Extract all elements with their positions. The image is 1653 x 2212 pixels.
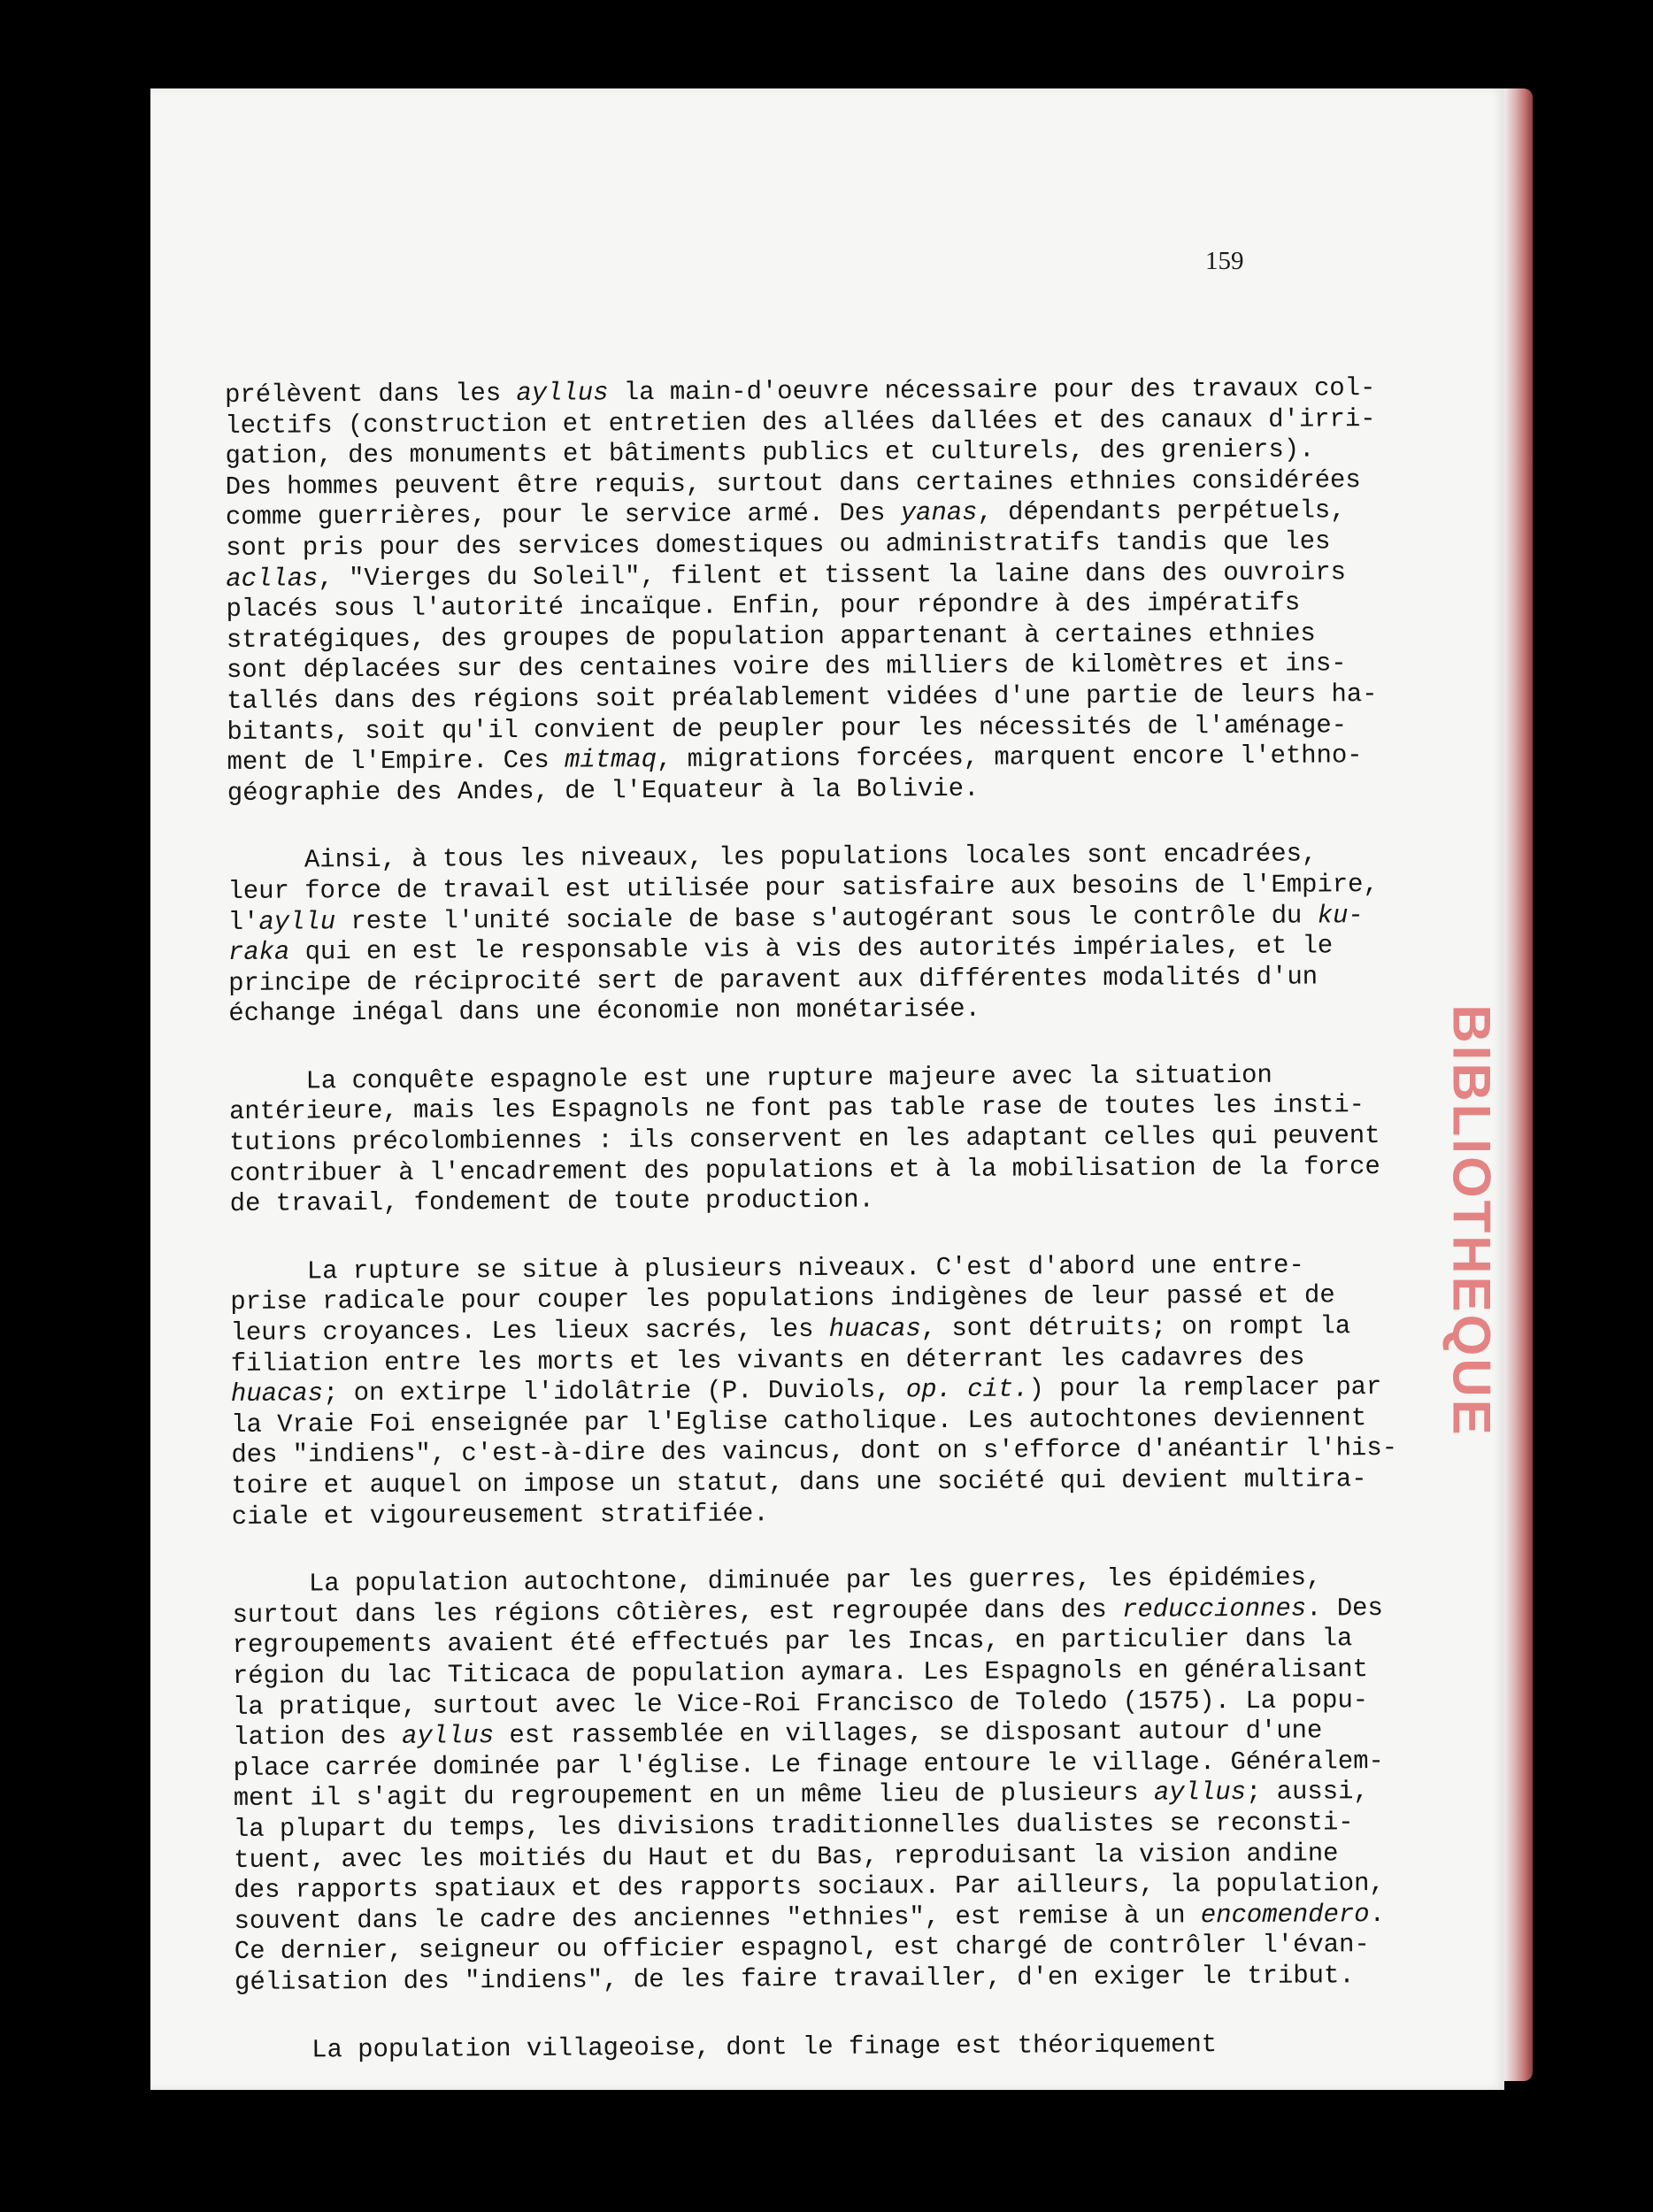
paragraph	[232, 1563, 1386, 1999]
paragraph	[230, 1250, 1398, 1532]
text-run: surtout dans les régions côtières, est regroupée dans des	[232, 1594, 1123, 1630]
paragraph	[225, 373, 1378, 809]
text-run: contribuer à l'encadrement des populations et à la mobilisation de la force	[229, 1151, 1380, 1188]
text-run: la plupart du temps, les divisions traditionnelles dualistes se reconsti-	[233, 1808, 1354, 1844]
text-run: reste l'unité sociale de base s'autogérant sous le contrôle du	[335, 900, 1318, 936]
text-run: antérieure, mais les Espagnols ne font pas table rase de toutes les insti-	[228, 1090, 1365, 1127]
text-run: ; aussi,	[1245, 1777, 1369, 1808]
text-run: qui en est le responsable vis à vis des autorités impériales, et le	[289, 931, 1334, 967]
text-run: Des hommes peuvent être requis, surtout dans certaines ethnies considérées	[225, 465, 1361, 502]
italic-term: acllas	[226, 563, 319, 594]
text-run: stratégiques, des groupes de population appartenant à certaines ethnies	[226, 618, 1316, 655]
text-run: de travail, fondement de toute production.	[229, 1185, 874, 1219]
italic-term: encomendero	[1200, 1899, 1370, 1931]
text-run: leur force de travail est utilisée pour satisfaire aux besoins de l'Empire,	[227, 869, 1379, 906]
italic-term: mitmaq	[564, 745, 657, 775]
text-run: sont déplacées sur des centaines voire des milliers de kilomètres et ins-	[226, 649, 1347, 686]
text-run: souvent dans le cadre des anciennes "ethnies", est remise à un	[234, 1901, 1201, 1936]
paragraph	[227, 839, 1379, 1030]
text-run: géographie des Andes, de l'Equateur à la Bolivie.	[227, 773, 980, 808]
text-run: ciale et vigoureusement stratifiée.	[231, 1498, 769, 1532]
italic-term: huacas	[230, 1379, 324, 1409]
library-stamp	[1441, 973, 1503, 1469]
text-run: placés sous l'autorité incaïque. Enfin, pour répondre à des impératifs	[226, 588, 1301, 625]
text-run: gation, des monuments et bâtiments publics et culturels, des greniers).	[225, 434, 1315, 472]
text-run: gélisation des "indiens", de les faire travailler, d'en exiger le tribut.	[234, 1961, 1355, 1997]
body-text	[225, 373, 1398, 2066]
page-number: 159	[1205, 247, 1244, 275]
text-run: tallés dans des régions soit préalablement vidées d'une partie de leurs ha-	[227, 679, 1378, 716]
text-run: La population autochtone, diminuée par les guerres, les épidémies,	[232, 1563, 1322, 1600]
text-run: ) pour la remplacer par	[1028, 1372, 1382, 1404]
italic-term: ayllus	[516, 378, 609, 408]
text-run: l'	[227, 907, 259, 937]
text-run: .	[1369, 1899, 1386, 1929]
stamp-text: BIBLIOTHEQUE	[1442, 1004, 1502, 1438]
italic-term: ayllu	[258, 906, 336, 937]
italic-term: huacas	[828, 1314, 921, 1344]
text-run: principe de réciprocité sert de paravent aux différentes modalités d'un	[228, 962, 1319, 998]
text-run: . Des	[1306, 1593, 1383, 1624]
text-run: comme guerrières, pour le service armé. Des	[225, 498, 901, 533]
text-run: Ce dernier, seigneur ou officier espagnol, est chargé de contrôler l'évan-	[234, 1930, 1370, 1967]
text-run: La conquête espagnole est une rupture majeure avec la situation	[228, 1060, 1272, 1096]
text-run: ment il s'agit du regroupement en un même lieu de plusieurs	[233, 1778, 1155, 1814]
italic-term: ku-	[1317, 900, 1364, 930]
text-run: la Vraie Foi enseignée par l'Eglise catholique. Les autochtones deviennent	[231, 1402, 1367, 1440]
text-run: prise radicale pour couper les populations indigènes de leur passé et de	[230, 1280, 1335, 1317]
text-run: filiation entre les morts et les vivants en déterrant les cadavres des	[230, 1342, 1305, 1379]
text-run: , "Vierges du Soleil", filent et tissent la laine dans des ouvroirs	[318, 557, 1347, 593]
text-run: , dépendants perpétuels,	[977, 495, 1346, 528]
italic-term: ayllus	[1153, 1778, 1247, 1808]
text-run: regroupements avaient été effectués par les Incas, en particulier dans la	[232, 1624, 1353, 1661]
text-run: la main-d'oeuvre nécessaire pour des travaux col-	[608, 373, 1376, 408]
text-run: , migrations forcées, marquent encore l'ethno-	[656, 741, 1363, 775]
text-run: sont pris pour des services domestiques ou administratifs tandis que les	[226, 526, 1331, 563]
text-run: des "indiens", c'est-à-dire des vaincus, dont on s'efforce d'anéantir l'his-	[231, 1433, 1398, 1471]
text-run: La population villageoise, dont le finage est théoriquement	[234, 2029, 1218, 2065]
text-run: région du lac Titicaca de population aymara. Les Espagnols en généralisant	[232, 1655, 1368, 1691]
italic-term: ayllus	[401, 1721, 495, 1751]
text-run: tuent, avec les moitiés du Haut et du Bas, reproduisant la vision andine	[234, 1838, 1339, 1875]
text-run: bitants, soit qu'il convient de peupler pour les nécessités de l'aménage-	[227, 710, 1348, 747]
text-run: ; on extirpe l'idolâtrie (P. Duviols,	[322, 1375, 906, 1409]
italic-term: reduccionnes	[1121, 1594, 1307, 1624]
text-run: échange inégal dans une économie non monétarisée.	[228, 995, 980, 1029]
paragraph	[228, 1060, 1380, 1220]
text-run: est rassemblée en villages, se disposant autour d'une	[494, 1716, 1323, 1751]
text-run: la pratique, surtout avec le Vice-Roi Francisco de Toledo (1575). La popu-	[233, 1685, 1369, 1722]
text-run: lation des	[233, 1721, 403, 1753]
text-run: Ainsi, à tous les niveaux, les populations locales sont encadrées,	[227, 839, 1318, 876]
text-run: , sont détruits; on rompt la	[920, 1311, 1351, 1344]
text-run: leurs croyances. Les lieux sacrés, les	[230, 1314, 829, 1348]
text-run: toire et auquel on impose un statut, dans une société qui devient multira-	[231, 1464, 1367, 1501]
italic-term: op. cit.	[905, 1374, 1029, 1405]
text-run: lectifs (construction et entretien des allées dallées et des canaux d'irri-	[225, 403, 1376, 441]
italic-term: yanas	[900, 498, 978, 528]
text-run: tutions précolombiennes : ils conservent en les adaptant celles qui peuvent	[229, 1121, 1380, 1158]
text-run: prélèvent dans les	[225, 378, 517, 410]
text-run: place carrée dominée par l'église. Le finage entoure le village. Généralem-	[233, 1746, 1384, 1783]
italic-term: raka	[227, 937, 290, 968]
text-run: ment de l'Empire. Ces	[227, 745, 565, 778]
text-run: des rapports spatiaux et des rapports sociaux. Par ailleurs, la population,	[234, 1869, 1385, 1906]
text-run: La rupture se situe à plusieurs niveaux. C'est d'abord une entre-	[230, 1250, 1304, 1286]
